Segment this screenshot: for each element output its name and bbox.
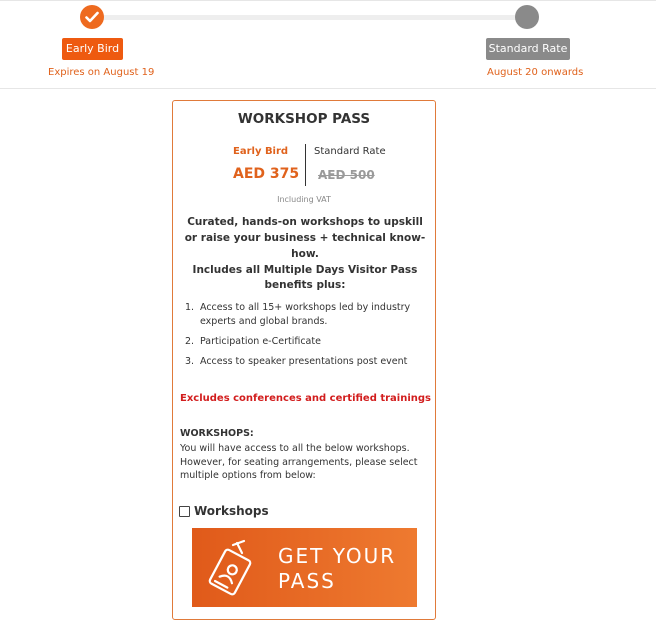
workshops-heading: WORKSHOPS: (180, 428, 254, 439)
benefits-list (185, 301, 421, 375)
standard-price: AED 500 (318, 168, 375, 182)
excludes-note: Excludes conferences and certified trainings (180, 393, 432, 404)
cta-line-2: PASS (278, 569, 336, 593)
early-bird-expiry: Expires on August 19 (48, 67, 155, 78)
list-item: 3. Access to speaker presentations post event (185, 356, 408, 367)
early-bird-price-label: Early Bird (233, 146, 289, 157)
section-divider (0, 88, 656, 89)
workshops-checkbox[interactable] (179, 506, 190, 517)
early-bird-tab[interactable]: Early Bird (62, 38, 123, 60)
workshops-checkbox-row[interactable] (179, 504, 269, 518)
includes-heading: Includes all Multiple Days Visitor Pass benefits plus: (192, 264, 418, 291)
standard-rate-tab[interactable]: Standard Rate (486, 38, 570, 60)
standard-rate-start: August 20 onwards (487, 67, 584, 78)
workshops-description: You will have access to all the below workshops. However, for seating arrangements, please select multiple options from below: (180, 443, 418, 481)
list-item: 2. Participation e-Certificate (185, 336, 321, 347)
check-icon (85, 11, 99, 23)
vat-note: Including VAT (277, 195, 331, 204)
early-bird-price: AED 375 (233, 166, 300, 182)
badge-pass-icon (206, 539, 264, 597)
get-your-pass-button[interactable] (192, 528, 417, 607)
timeline-node-early-bird (80, 5, 104, 29)
workshop-pass-card (172, 100, 436, 620)
price-separator (305, 144, 306, 186)
timeline-track (92, 15, 528, 20)
timeline-node-standard-rate (515, 5, 539, 29)
pass-description: Curated, hands-on workshops to upskill or raise your business + technical know-how. (184, 216, 426, 260)
pass-title: WORKSHOP PASS (237, 111, 371, 127)
cta-line-1: GET YOUR (278, 544, 397, 568)
standard-price-label: Standard Rate (314, 146, 386, 157)
top-border (0, 0, 656, 1)
workshops-checkbox-label: Workshops (194, 504, 269, 518)
list-item: 1. Access to all 15+ workshops led by industry experts and global brands. (185, 302, 411, 327)
